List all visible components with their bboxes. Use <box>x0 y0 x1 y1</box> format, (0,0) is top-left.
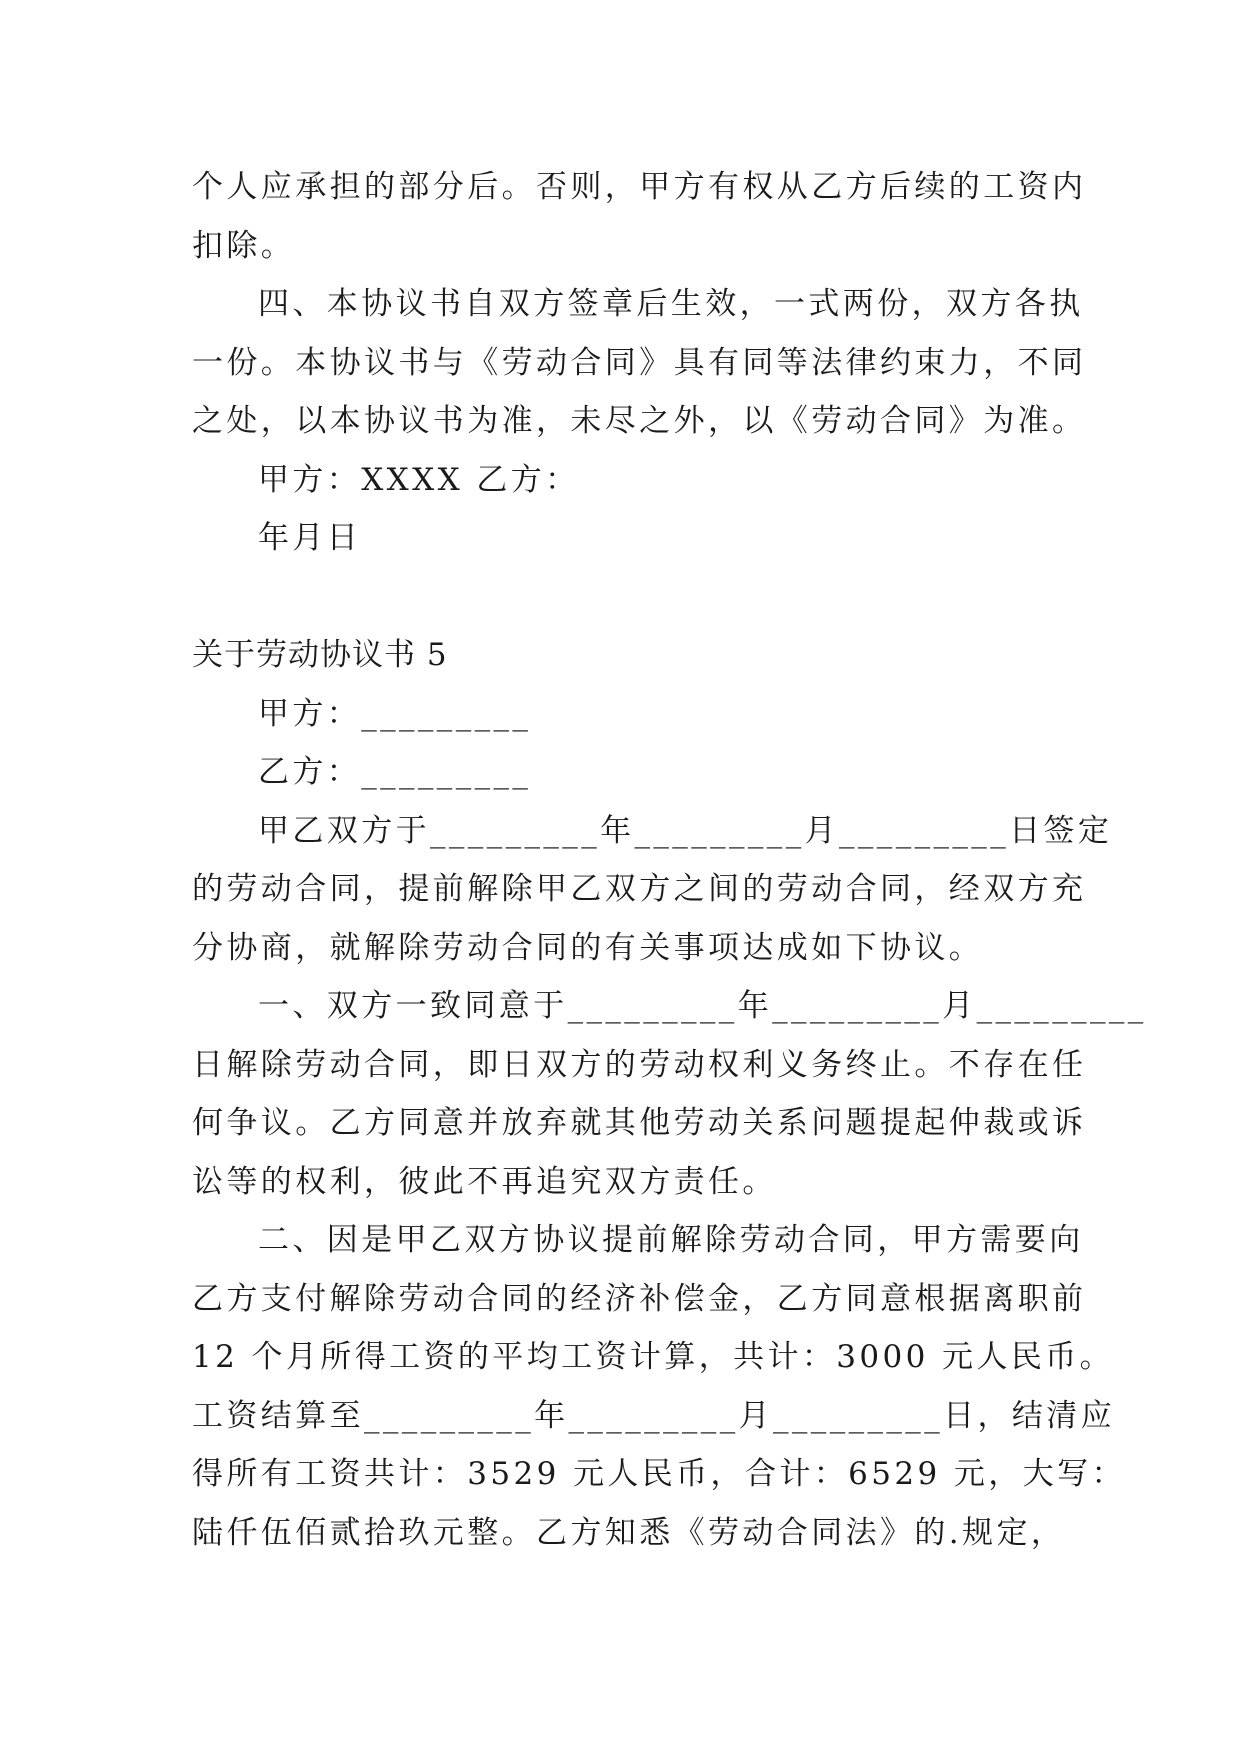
paragraph-clause-four <box>192 275 1087 451</box>
text-line: 之处，以本协议书为准，未尽之外，以《劳动合同》为准。 <box>192 403 1087 439</box>
text-line: 乙方：_________ <box>258 754 532 790</box>
text-line: 陆仟伍佰贰拾玖元整。乙方知悉《劳动合同法》的.规定， <box>192 1514 1066 1551</box>
text-line: 日解除劳动合同，即日双方的劳动权利义务终止。不存在任 <box>192 1046 1087 1083</box>
paragraph-continuation <box>192 158 1087 275</box>
text-line: 的劳动合同，提前解除甲乙双方之间的劳动合同，经双方充 <box>192 871 1087 907</box>
party-a-line <box>192 685 1062 744</box>
text-line: 年月日 <box>258 520 362 556</box>
text-line: 个人应承担的部分后。否则，甲方有权从乙方后续的工资内 <box>192 169 1087 205</box>
date-line <box>192 509 1062 568</box>
text-line: 一份。本协议书与《劳动合同》具有同等法律约束力，不同 <box>192 344 1087 381</box>
paragraph-clause-two <box>192 1211 1126 1562</box>
text-line: 甲方：_________ <box>258 695 532 732</box>
text-line: 甲乙双方于_________年_________月_________日签定 <box>258 812 1113 849</box>
text-line: 四、本协议书自双方签章后生效，一式两份，双方各执 <box>258 286 1084 322</box>
section-title: 关于劳动协议书 5 <box>192 637 448 673</box>
party-b-line <box>192 743 1062 802</box>
text-line: 二、因是甲乙双方协议提前解除劳动合同，甲方需要向 <box>258 1222 1084 1258</box>
text-line: 扣除。 <box>192 227 296 264</box>
text-line: 讼等的权利，彼此不再追究双方责任。 <box>192 1163 777 1200</box>
paragraph-intro <box>192 802 1113 978</box>
text-line: 工资结算至_________年_________月_________日，结清应 <box>192 1397 1116 1434</box>
text-line: 乙方支付解除劳动合同的经济补偿金，乙方同意根据离职前 <box>192 1280 1087 1317</box>
text-line: 一、双方一致同意于_________年_________月_________ <box>258 988 1147 1024</box>
document-body <box>192 158 1147 1562</box>
text-line: 12 个月所得工资的平均工资计算，共计：3000 元人民币。 <box>192 1339 1115 1375</box>
paragraph-clause-one <box>192 977 1147 1211</box>
text-line: 得所有工资共计：3529 元人民币，合计：6529 元，大写： <box>192 1456 1126 1492</box>
text-line: 何争议。乙方同意并放弃就其他劳动关系问题提起仲裁或诉 <box>192 1105 1087 1141</box>
text-line: 甲方：XXXX 乙方： <box>258 461 580 498</box>
blank-gap <box>192 568 1062 627</box>
text-line: 分协商，就解除劳动合同的有关事项达成如下协议。 <box>192 929 984 966</box>
signature-line <box>192 451 1062 510</box>
